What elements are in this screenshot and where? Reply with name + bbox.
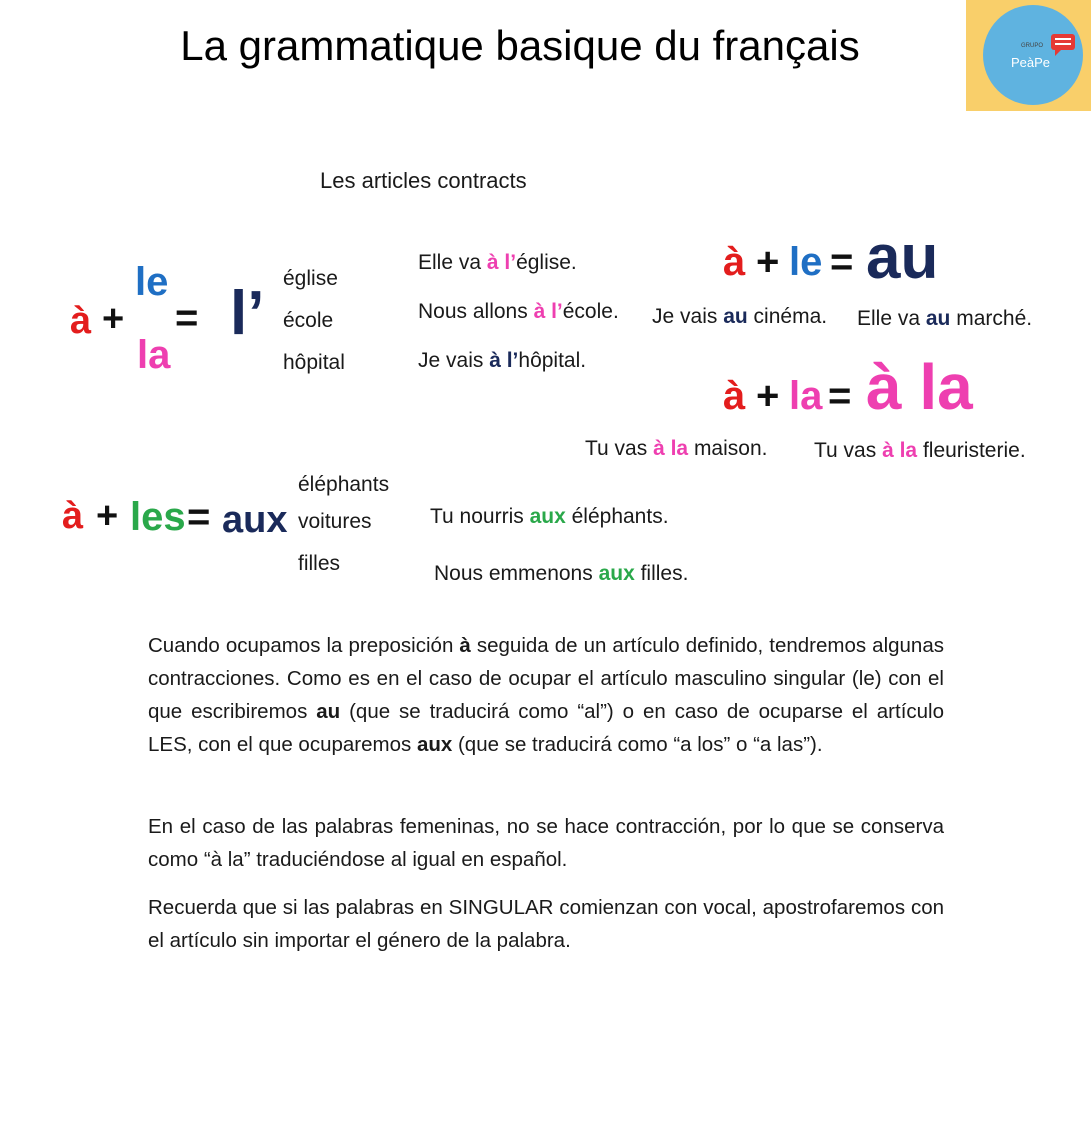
formula-equals: = (828, 374, 852, 418)
article-highlight: à la (653, 437, 689, 460)
example-l-2: Nous allons à l’école. (418, 300, 619, 323)
formula-equals: = (187, 495, 211, 539)
formula-result-au: au (866, 223, 939, 292)
word-voitures: voitures (298, 510, 372, 533)
word-eglise: église (283, 267, 338, 290)
formula-plus: + (102, 298, 125, 340)
section-label: Les articles contracts (320, 168, 527, 193)
paragraph-feminine: En el caso de las palabras femeninas, no se hace contracción, por lo que se conserva como “à la” traduciéndose al igual en español. (148, 815, 944, 871)
word-filles: filles (298, 552, 341, 575)
word-hopital: hôpital (283, 351, 345, 374)
formula-le: le (135, 260, 169, 304)
formula-a: à (723, 374, 746, 418)
article-highlight: à l’ (533, 300, 563, 323)
formula-le: le (789, 240, 823, 284)
peape-logo (966, 0, 1091, 111)
formula-a: à (62, 495, 84, 537)
word-ecole: école (283, 309, 334, 332)
chat-bubble-icon (1051, 34, 1075, 50)
example-ala-2: Tu vas à la fleuristerie. (814, 439, 1026, 462)
logo-small-text: GRUPO (1021, 43, 1044, 49)
paragraph-apostrophe: Recuerda que si las palabras en SINGULAR comienzan con vocal, apostrofaremos con el artículo sin importar el género de la palabra. (148, 896, 944, 952)
example-l-1: Elle va à l’église. (418, 251, 577, 274)
logo-circle (983, 5, 1083, 105)
article-highlight: à la (882, 439, 918, 462)
example-au-1: Je vais au cinéma. (652, 305, 828, 328)
word-elephants: éléphants (298, 473, 390, 496)
formula-plus: + (756, 374, 780, 418)
article-highlight: à l’ (486, 251, 517, 274)
formula-les: les (130, 495, 186, 539)
example-ala-1: Tu vas à la maison. (585, 437, 768, 460)
example-l-3: Je vais à l’hôpital. (418, 349, 587, 372)
formula-plus: + (96, 495, 119, 537)
paragraph-contractions: Cuando ocupamos la preposición à seguida de un artículo definido, tendremos algunas contracciones. Como es en el caso de ocupar el artículo masculino singular (le) con el que escribiremos au (que se traducirá como “al”) o en caso de ocuparse el artículo LES, con el que ocuparemos aux (que se traducirá como “a los” o “a las”). (148, 634, 944, 756)
formula-equals: = (175, 296, 199, 340)
article-highlight: à l’ (489, 349, 519, 372)
article-highlight: aux (598, 562, 635, 585)
article-highlight: au (723, 305, 748, 328)
formula-result-a-la: à la (866, 351, 973, 423)
page-title: La grammatique basique du français (180, 22, 860, 69)
example-aux-1: Tu nourris aux éléphants. (430, 505, 669, 528)
formula-plus: + (756, 240, 780, 284)
formula-la: la (789, 374, 823, 418)
example-au-2: Elle va au marché. (857, 307, 1033, 330)
formula-a: à (70, 300, 92, 342)
formula-equals: = (830, 240, 854, 284)
article-highlight: aux (529, 505, 566, 528)
formula-result-aux: aux (222, 499, 288, 541)
example-aux-2: Nous emmenons aux filles. (434, 562, 689, 585)
article-highlight: au (925, 307, 951, 330)
logo-name: PeàPe (1011, 55, 1051, 70)
formula-la: la (137, 333, 171, 377)
formula-a: à (723, 240, 746, 284)
formula-result-l: l’ (230, 279, 265, 348)
